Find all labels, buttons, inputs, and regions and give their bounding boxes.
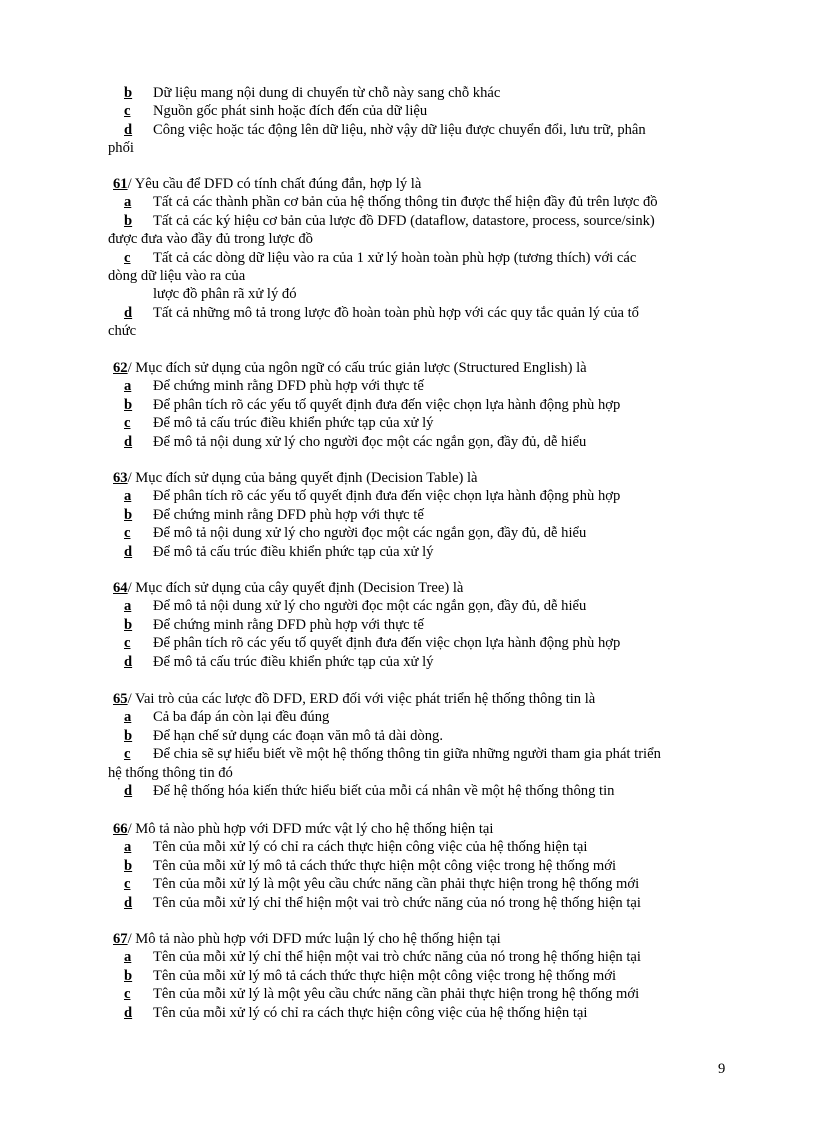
option-label: a bbox=[124, 598, 132, 615]
option-c bbox=[110, 985, 732, 1003]
option-label: d bbox=[124, 1004, 133, 1021]
question-text: / Mục đích sử dụng của cây quyết định (Decision Tree) là bbox=[127, 580, 464, 596]
question-text: / Mục đích sử dụng của ngôn ngữ có cấu trúc giản lược (Structured English) là bbox=[127, 360, 587, 376]
question-number: 62 bbox=[113, 360, 128, 376]
question-number: 64 bbox=[113, 580, 128, 596]
option-label: d bbox=[124, 653, 133, 670]
option-a bbox=[110, 597, 732, 615]
question-text: / Vai trò của các lược đồ DFD, ERD đối với việc phát triển hệ thống thông tin là bbox=[127, 691, 596, 707]
option-text: Tất cả các dòng dữ liệu vào ra của 1 xử lý hoàn toàn phù hợp (tương thích) với các bbox=[153, 249, 637, 266]
option-label: c bbox=[124, 635, 131, 652]
option-label: c bbox=[124, 415, 131, 432]
option-label: d bbox=[124, 894, 133, 911]
question-text: / Yêu cầu để DFD có tính chất đúng đắn, hợp lý là bbox=[127, 176, 422, 192]
option-text: Để hệ thống hóa kiến thức hiểu biết của mỗi cá nhân về một hệ thống thông tin bbox=[153, 782, 615, 799]
option-text: Tên của mỗi xử lý là một yêu cầu chức năng cần phải thực hiện trong hệ thống mới bbox=[153, 876, 640, 893]
option-label: b bbox=[124, 212, 133, 229]
option-text: Để phân tích rõ các yếu tố quyết định đưa đến việc chọn lựa hành động phù hợp bbox=[153, 396, 621, 413]
option-b bbox=[110, 506, 732, 524]
option-b bbox=[110, 857, 732, 875]
option-label: d bbox=[124, 433, 133, 450]
option-d bbox=[110, 304, 732, 322]
option-text: Tất cả các thành phần cơ bản của hệ thống thông tin được thể hiện đầy đủ trên lược đồ bbox=[153, 194, 658, 211]
option-b bbox=[110, 967, 732, 985]
option-continuation: phối bbox=[108, 140, 134, 157]
option-label: a bbox=[124, 488, 132, 505]
question-number: 67 bbox=[113, 931, 128, 947]
option-d bbox=[110, 782, 732, 800]
option-label: c bbox=[124, 525, 131, 542]
option-label: d bbox=[124, 121, 133, 138]
option-text: Tất cả các ký hiệu cơ bản của lược đồ DFD (dataflow, datastore, process, source/sink) bbox=[153, 212, 655, 229]
option-text: Tên của mỗi xử lý chỉ thể hiện một vai trò chức năng của nó trong hệ thống hiện tại bbox=[153, 949, 641, 966]
option-d bbox=[110, 1004, 732, 1022]
option-text: Tên của mỗi xử lý có chỉ ra cách thực hiện công việc của hệ thống hiện tại bbox=[153, 1004, 588, 1021]
option-a bbox=[110, 948, 732, 966]
option-text: Để mô tả cấu trúc điều khiển phức tạp của xử lý bbox=[153, 415, 434, 432]
option-continuation: hệ thống thông tin đó bbox=[108, 764, 233, 781]
question-title bbox=[110, 175, 732, 193]
option-label: c bbox=[124, 249, 131, 266]
option-c bbox=[110, 524, 732, 542]
option-d bbox=[110, 543, 732, 561]
question-64 bbox=[110, 579, 732, 671]
question-text: / Mô tả nào phù hợp với DFD mức luận lý cho hệ thống hiện tại bbox=[127, 931, 501, 947]
question-title bbox=[110, 359, 732, 377]
question-title bbox=[110, 690, 732, 708]
option-label: c bbox=[124, 746, 131, 763]
option-label: a bbox=[124, 709, 132, 726]
option-label: c bbox=[124, 986, 131, 1003]
option-d bbox=[110, 653, 732, 671]
option-label: b bbox=[124, 85, 133, 101]
option-d bbox=[110, 121, 732, 139]
question-text: / Mục đích sử dụng của bảng quyết định (Decision Table) là bbox=[127, 470, 478, 486]
option-text: Tên của mỗi xử lý là một yêu cầu chức năng cần phải thực hiện trong hệ thống mới bbox=[153, 986, 640, 1003]
option-c bbox=[110, 414, 732, 432]
option-label: d bbox=[124, 543, 133, 560]
option-text: Để mô tả nội dung xử lý cho người đọc một các ngắn gọn, đầy đủ, dễ hiểu bbox=[153, 598, 587, 615]
option-c bbox=[110, 249, 732, 267]
option-b bbox=[110, 212, 732, 230]
question-text: / Mô tả nào phù hợp với DFD mức vật lý cho hệ thống hiện tại bbox=[127, 821, 494, 837]
option-text: Công việc hoặc tác động lên dữ liệu, nhờ vậy dữ liệu được chuyển đổi, lưu trữ, phân bbox=[153, 121, 646, 138]
option-label: d bbox=[124, 782, 133, 799]
question-title bbox=[110, 469, 732, 487]
option-text: Tất cả những mô tả trong lược đồ hoàn toàn phù hợp với các quy tắc quản lý của tổ bbox=[153, 304, 639, 321]
option-continuation: chức bbox=[108, 323, 137, 340]
option-text: Để hạn chế sử dụng các đoạn văn mô tả dài dòng. bbox=[153, 727, 443, 744]
option-a bbox=[110, 377, 732, 395]
option-text: Để chứng minh rằng DFD phù hợp với thực tế bbox=[153, 616, 424, 633]
question-63 bbox=[110, 469, 732, 561]
page-number: 9 bbox=[718, 1061, 726, 1077]
question-title bbox=[110, 579, 732, 597]
option-b bbox=[110, 396, 732, 414]
option-text: Để chứng minh rằng DFD phù hợp với thực tế bbox=[153, 378, 424, 395]
option-b bbox=[110, 727, 732, 745]
option-label: b bbox=[124, 967, 133, 984]
question-65 bbox=[110, 690, 732, 800]
option-a bbox=[110, 487, 732, 505]
option-label: c bbox=[124, 876, 131, 893]
option-text: Tên của mỗi xử lý mô tả cách thức thực hiện một công việc trong hệ thống mới bbox=[153, 967, 617, 984]
option-text: Để chia sẽ sự hiểu biết về một hệ thống thông tin giữa những người tham gia phát triển bbox=[153, 746, 661, 763]
question-number: 65 bbox=[113, 691, 128, 707]
option-text: Để chứng minh rằng DFD phù hợp với thực tế bbox=[153, 506, 424, 523]
question-number: 63 bbox=[113, 470, 128, 486]
question-67 bbox=[110, 930, 732, 1022]
option-text: Để phân tích rõ các yếu tố quyết định đưa đến việc chọn lựa hành động phù hợp bbox=[153, 635, 621, 652]
option-label: a bbox=[124, 194, 132, 211]
option-a bbox=[110, 838, 732, 856]
option-a bbox=[110, 708, 732, 726]
option-label: a bbox=[124, 378, 132, 395]
option-label: d bbox=[124, 304, 133, 321]
option-c bbox=[110, 634, 732, 652]
option-text: Để phân tích rõ các yếu tố quyết định đưa đến việc chọn lựa hành động phù hợp bbox=[153, 488, 621, 505]
option-d bbox=[110, 894, 732, 912]
option-text: Cả ba đáp án còn lại đều đúng bbox=[153, 709, 330, 726]
option-label: b bbox=[124, 857, 133, 874]
option-text: Tên của mỗi xử lý có chỉ ra cách thực hiện công việc của hệ thống hiện tại bbox=[153, 839, 588, 856]
option-continuation: dòng dữ liệu vào ra của bbox=[108, 267, 246, 284]
option-label: c bbox=[124, 103, 131, 120]
option-text: Dữ liệu mang nội dung di chuyển từ chỗ này sang chỗ khác bbox=[153, 85, 501, 101]
option-text: Nguồn gốc phát sinh hoặc đích đến của dữ liệu bbox=[153, 103, 428, 120]
question-61 bbox=[110, 175, 732, 341]
option-a bbox=[110, 193, 732, 211]
option-continuation: lược đồ phân rã xử lý đó bbox=[153, 286, 297, 303]
option-label: b bbox=[124, 616, 133, 633]
option-continuation: được đưa vào đầy đủ trong lược đồ bbox=[108, 231, 313, 248]
option-text: Để mô tả cấu trúc điều khiển phức tạp của xử lý bbox=[153, 653, 434, 670]
option-label: a bbox=[124, 949, 132, 966]
question-number: 61 bbox=[113, 176, 128, 192]
question-title bbox=[110, 820, 732, 838]
option-c bbox=[110, 102, 732, 120]
option-label: b bbox=[124, 506, 133, 523]
previous-question-tail bbox=[110, 84, 732, 158]
option-text: Tên của mỗi xử lý chỉ thể hiện một vai trò chức năng của nó trong hệ thống hiện tại bbox=[153, 894, 641, 911]
option-text: Tên của mỗi xử lý mô tả cách thức thực hiện một công việc trong hệ thống mới bbox=[153, 857, 617, 874]
option-b bbox=[110, 616, 732, 634]
option-label: a bbox=[124, 839, 132, 856]
option-d bbox=[110, 433, 732, 451]
option-c bbox=[110, 875, 732, 893]
option-c bbox=[110, 745, 732, 763]
option-b bbox=[110, 84, 732, 102]
option-text: Để mô tả nội dung xử lý cho người đọc một các ngắn gọn, đầy đủ, dễ hiểu bbox=[153, 433, 587, 450]
question-title bbox=[110, 930, 732, 948]
question-62 bbox=[110, 359, 732, 451]
option-label: b bbox=[124, 396, 133, 413]
option-text: Để mô tả nội dung xử lý cho người đọc một các ngắn gọn, đầy đủ, dễ hiểu bbox=[153, 525, 587, 542]
question-66 bbox=[110, 820, 732, 912]
option-label: b bbox=[124, 727, 133, 744]
question-number: 66 bbox=[113, 821, 128, 837]
option-text: Để mô tả cấu trúc điều khiển phức tạp của xử lý bbox=[153, 543, 434, 560]
